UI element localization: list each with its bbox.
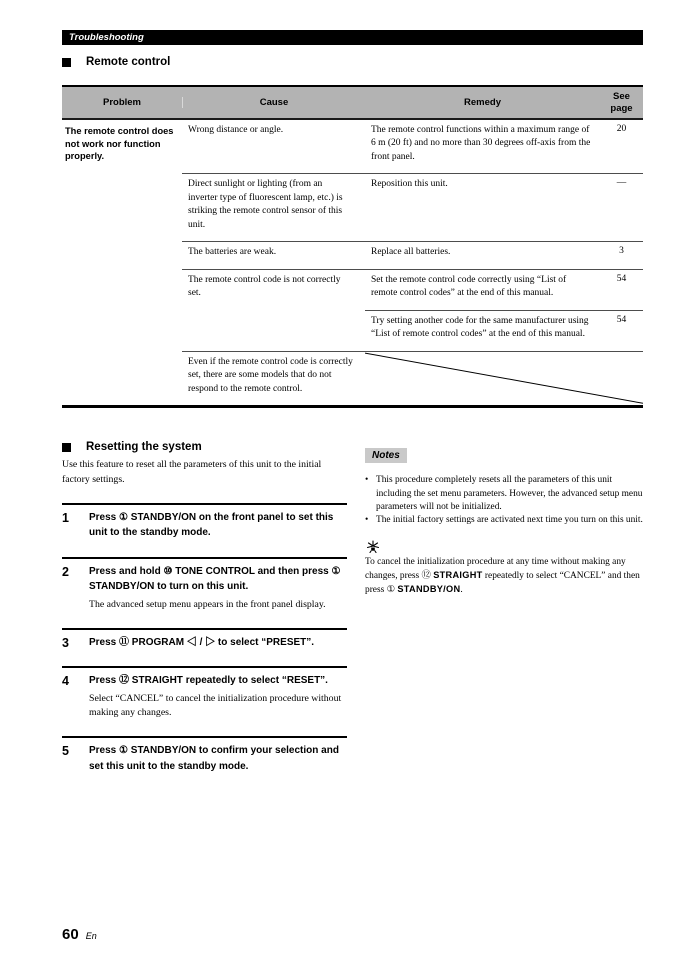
tip-icon-wrap [365, 540, 643, 553]
step-body: Select “CANCEL” to cancel the initialization procedure without making any changes. [89, 692, 342, 719]
table-row [182, 241, 643, 268]
remedy-cell: Set the remote control code correctly using “List of remote control codes” at the end of this manual. [371, 274, 567, 299]
no-remedy-cell [365, 352, 643, 405]
step-heading: Press ⑪ PROGRAM ◁ / ▷ to select “PRESET”. [89, 636, 315, 648]
tip-text [365, 555, 643, 597]
section-title: Resetting the system [86, 441, 202, 454]
section-intro: Use this feature to reset all the parameters of this unit to the initial factory settings. [62, 459, 322, 485]
step-content [89, 743, 347, 774]
step-5 [62, 736, 347, 790]
table-row [182, 173, 643, 241]
section-heading-remote-control [62, 56, 643, 68]
page-footer [62, 926, 97, 943]
see-page-cell: 20 [616, 124, 627, 134]
cause-cell: Direct sunlight or lighting (from an inverter type of fluorescent lamp, etc.) is striking the remote control sensor of this unit. [188, 179, 343, 230]
note-item [365, 474, 643, 514]
step-3 [62, 628, 347, 667]
step-number: 1 [62, 510, 69, 525]
diagonal-slash-icon [365, 352, 643, 405]
column-header-remedy: Remedy [464, 97, 501, 108]
breadcrumb [62, 30, 643, 45]
table-row [182, 351, 643, 405]
section-heading-resetting [62, 441, 347, 453]
table-header-row [62, 87, 643, 120]
language-label: En [85, 931, 97, 941]
step-heading: Press and hold ⑩ TONE CONTROL and then press ① STANDBY/ON to turn on this unit. [89, 565, 341, 593]
step-content [89, 564, 347, 612]
step-heading: Press ① STANDBY/ON on the front panel to set this unit to the standby mode. [89, 511, 334, 539]
tip-text-end: . [460, 584, 463, 595]
table-row [182, 120, 643, 173]
step-number: 4 [62, 674, 69, 689]
remedy-cell: Try setting another code for the same manufacturer using “List of remote control codes” at the end of this manual. [371, 315, 589, 340]
note-text: The initial factory settings are activated next time you turn on this unit. [376, 515, 643, 526]
remedy-cell: Replace all batteries. [371, 247, 451, 258]
see-page-cell: — [616, 178, 627, 189]
step-content [89, 673, 347, 720]
step-body: The advanced setup menu appears in the front panel display. [89, 598, 326, 610]
remedy-group [365, 270, 643, 351]
step-content [89, 510, 347, 541]
section-marker-icon [62, 443, 71, 452]
step-heading: Press ⑫ STRAIGHT repeatedly to select “RESET”. [89, 675, 328, 687]
tip-text-mid: repeatedly to select “CANCEL” and then press ① [365, 570, 640, 595]
tip-standby-label: STANDBY/ON [397, 583, 461, 594]
table-body [62, 120, 643, 405]
step-2 [62, 557, 347, 628]
tip-straight-label: STRAIGHT [433, 569, 483, 580]
table-row [182, 269, 643, 351]
step-4 [62, 666, 347, 736]
step-number: 2 [62, 564, 69, 579]
two-column-area [62, 441, 643, 790]
cause-cell: Even if the remote control code is correctly set, there are some models that do not respond to the remote control. [188, 356, 353, 394]
see-page-cell: 54 [616, 314, 627, 325]
step-heading: Press ① STANDBY/ON to confirm your selection and set this unit to the standby mode. [89, 745, 339, 772]
note-text: This procedure completely resets all the parameters of this unit including the set menu parameters. However, the advanced setup menu parameters will not be initialized. [376, 475, 643, 512]
remedy-cell: Reposition this unit. [371, 179, 448, 190]
cause-cell: The batteries are weak. [188, 247, 277, 258]
bullet-icon: • [365, 475, 369, 486]
notes-column [365, 441, 643, 790]
page-number: 60 [62, 926, 79, 943]
step-content [89, 635, 347, 651]
note-item [365, 514, 643, 527]
step-number: 5 [62, 744, 69, 759]
steps-column [62, 441, 347, 790]
page-content [62, 30, 643, 790]
see-page-cell: 54 [616, 273, 627, 284]
tip-icon [365, 540, 381, 553]
remedy-subrow [365, 270, 643, 310]
cause-remedy-rows [182, 120, 643, 405]
step-number: 3 [62, 635, 69, 650]
breadcrumb-label: Troubleshooting [69, 32, 144, 43]
section-marker-icon [62, 58, 71, 67]
notes-list [365, 474, 643, 527]
column-header-cause: Cause [182, 97, 365, 108]
tip-text-pre: To cancel the initialization procedure at any time without making any changes, press ⑫ [365, 556, 626, 581]
cause-cell: The remote control code is not correctly set. [188, 274, 341, 299]
remedy-cell: The remote control functions within a maximum range of 6 m (20 ft) and no more than 30 degrees off-axis from the front panel. [371, 125, 591, 162]
cause-cell: Wrong distance or angle. [188, 125, 284, 135]
see-page-cell: 3 [619, 246, 624, 257]
step-1 [62, 503, 347, 557]
problem-cell: The remote control does not work nor function properly. [65, 126, 174, 162]
bullet-icon: • [365, 515, 369, 526]
troubleshooting-table [62, 85, 643, 408]
section-title: Remote control [86, 56, 171, 68]
column-header-see-page: See page [610, 90, 633, 114]
column-header-problem: Problem [102, 97, 141, 108]
remedy-subrow [365, 310, 643, 351]
notes-badge: Notes [365, 448, 407, 463]
